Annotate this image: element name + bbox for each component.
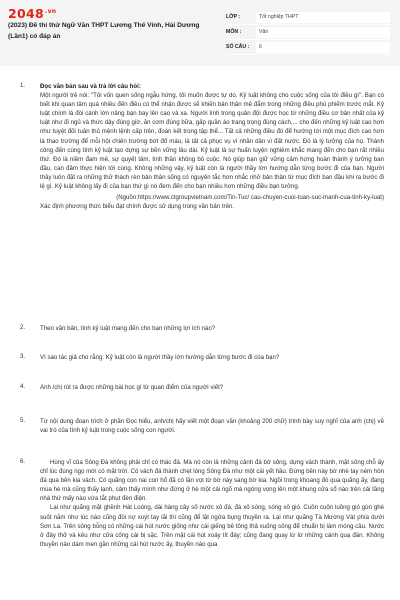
logo-suffix: .vn — [45, 7, 57, 15]
question-item — [20, 353, 384, 362]
meta-key: MÔN : — [226, 29, 242, 35]
site-logo[interactable] — [8, 6, 56, 21]
question-number: 5. — [20, 417, 26, 424]
question-item — [20, 383, 384, 392]
question-number: 6. — [20, 458, 26, 465]
meta-row-count — [226, 40, 390, 55]
question-text: Từ nội dung đoạn trích ở phần Đọc hiểu, anh/chị hãy viết một đoạn văn (khoảng 200 chữ) trình bày suy nghĩ của anh (chị) về vai trò của tính kỷ luật trong cuộc sống con người. — [40, 418, 384, 435]
question-body — [40, 82, 384, 211]
question-text: Theo văn bản, tính kỷ luật mang đến cho bạn những lợi ích nào? — [40, 325, 216, 332]
passage-source: (Nguồn:https://www.ctgroupvietnam.com/Tin-Tuc/ cau-chuyen-cuoi-tuan-suc-manh-cua-tinh-ky-luat) — [116, 194, 384, 202]
meta-value: Tốt nghiệp THPT — [256, 12, 390, 23]
meta-row-subject — [226, 25, 390, 40]
question-text: Vì sao tác giả cho rằng: Kỷ luật còn là người thầy lớn hướng dẫn từng bước đi của bạn? — [40, 354, 280, 361]
meta-row-class — [226, 10, 390, 25]
meta-key: SỐ CÂU : — [226, 44, 250, 50]
question-body — [40, 458, 384, 549]
question-item — [20, 324, 384, 333]
question-number: 1. — [20, 82, 26, 89]
document-title: (2023) Đề thi thử Ngữ Văn THPT Lương Thế Vinh, Hải Dương (Lần1) có đáp án — [8, 22, 200, 40]
meta-table — [226, 10, 390, 55]
question-title: Đọc văn bản sau và trả lời câu hỏi: — [40, 83, 141, 90]
question-item — [20, 82, 384, 211]
question-number: 4. — [20, 383, 26, 390]
question-text: Anh /chị rút ra được những bài học gì từ quan điểm của người viết? — [40, 384, 224, 391]
question-item — [20, 458, 384, 549]
passage-paragraph: Hùng vĩ của Sông Đà không phải chỉ có thác đá. Mà nó còn là những cảnh đá bờ sông, dựng vách thành, mặt sông chỗ ấy chỉ lúc đúng ngọ mới có mặt trời. Có vách đá thành chẹt lòng Sông Đà như một cái yết hầu. Đứng bên này bờ nhè tay ném hòn đá qua bên kia vách. Có quãng con nai con hổ đã có lần vọt từ bờ này sang bờ kia. Ngồi trong khoang đò qua quãng ấy, đang mùa hè mà cũng thấy lạnh, cảm thấy mình như đứng ở hè một cái ngõ mà ngóng vọng lên một khung cửa sổ nào trên cái tầng nhà thứ mấy nào vừa tắt phụt đèn điện. — [40, 459, 384, 503]
question-prompt: Xác định phương thức biểu đạt chính được sử dụng trong văn bản trên. — [40, 203, 235, 211]
question-number: 2. — [20, 324, 26, 331]
meta-key: LỚP : — [226, 14, 241, 20]
meta-value: 6 — [256, 42, 390, 53]
document-header — [0, 0, 400, 66]
question-number: 3. — [20, 353, 26, 360]
question-item — [20, 417, 384, 435]
meta-value: Văn — [256, 27, 390, 38]
logo-text: 2048 — [8, 6, 44, 21]
passage-paragraph: Lại như quãng mặt ghềnh Hát Loóng, dài hàng cây số nước xô đá, đá xô sóng, sóng xô gió. Cuồn cuộn luồng gió gùn ghè suốt năm như lúc nào cũng đòi nợ xuýt tay lãi thì cũng để lật ngửa bụng thuyền ra. Lại như quãng Tà Mường Vát phía dưới Sơn La. Trên sông bỗng có những cái hút nước giống như cái giếng bê tông thả xuống sông để chuẩn bị làm móng cầu. Nước ở đây thở và kêu như cửa cống cái bị sặc. Trên mặt cái hút xoáy tít đáy; cũng đang quay lừ lừ những cánh quạ đàn. Không thuyền nào dám men gần những cái hút nước ấy, thuyền nào qua — [40, 504, 384, 548]
passage-text: Một người trẻ nói: "Tôi vốn quen sống ngẫu hứng, tôi muốn được tự do. Kỷ luật không cho cuộc sống của tôi điều gì". Bạn có biết khi quan tâm quá nhiều đến điều có thể nhận được sẽ khiến bản thân mê đắm trong những điều phù phiếm trước mắt. Kỷ luật chính là đòi cánh lớn nâng bạn bay lên cao và xa. Người lính trong quân đội được học từ những điều cơ bản nhất của kỷ luật như đi ngủ và thức dậy đúng giờ, ăn cơm đúng bữa, gấp quần áo trang trọng đúng cách,... cho đến những kỷ luật cao hơn như tuyệt đối tuân thủ mệnh lệnh cấp trên, đoàn kết trong tập thể... Tất cả những điều đó để hướng tới một mục đích cao hơn là thao trường để mỗi hội chiến trường bớt đổ máu, là tất cả phục vụ vì nhân dân vì đất nước. Đó là lý tưởng của họ. Thành công đến cùng tính kỷ luật tạo dựng sự bền vững lâu dài. Kỷ luật là sự huấn luyện nghiêm khắc mang đến cho bạn rất nhiều thứ. Đó là niềm đam mê, sự quyết tâm, tinh thần không bỏ cuộc. Nó giúp bạn giữ vững cảm hứng hoàn thành ý tưởng ban đầu, can đảm thực hiện tới cùng. Không những vậy, kỷ luật còn là người thầy lớn hướng dẫn từng bước đi của bạn. Người thầy luôn đặt ra những thử thách rèn bản thân sống có nguyên tắc hơn nhắc nhở bản thân từ mục đích ban đầu khi ra bước đi lệ gì. Kỷ luật không lấy đi của bạn thứ gì nó đem đến cho bạn nhiều hơn những điều bạn tưởng. — [40, 92, 384, 191]
